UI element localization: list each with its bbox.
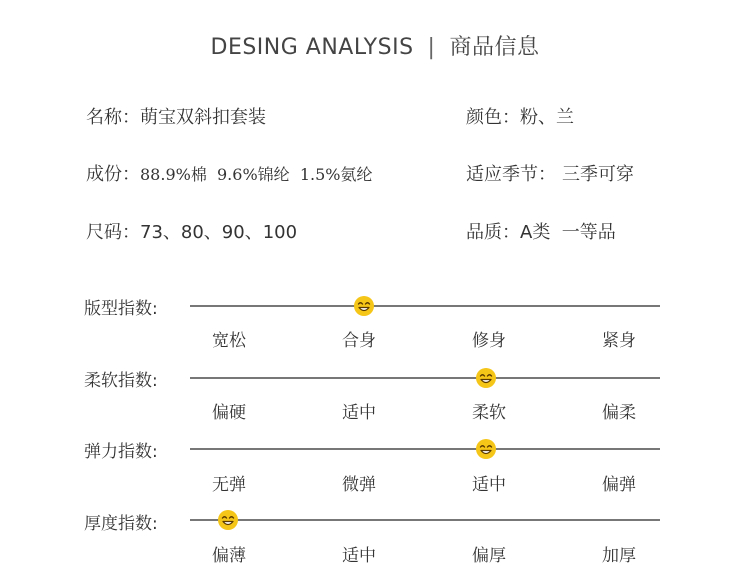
info-color-label: 颜色： xyxy=(466,107,520,128)
title-separator: | xyxy=(427,35,436,60)
index-option: 偏厚 xyxy=(472,546,506,566)
info-quality-value: A类 一等品 xyxy=(520,222,616,243)
title-english: DESING ANALYSIS xyxy=(210,35,414,60)
index-label-softness: 柔软指数: xyxy=(84,371,158,391)
index-option: 微弹 xyxy=(342,475,376,495)
index-label-elasticity: 弹力指数: xyxy=(84,442,158,462)
smiley-face-icon xyxy=(475,438,497,460)
info-quality xyxy=(466,218,616,244)
smiley-face-icon xyxy=(353,295,375,317)
index-option: 柔软 xyxy=(472,403,506,423)
index-option: 偏柔 xyxy=(602,403,636,423)
info-season-label: 适应季节： xyxy=(466,164,556,185)
index-option: 偏薄 xyxy=(212,546,246,566)
index-track-elasticity xyxy=(190,448,660,450)
info-material xyxy=(86,160,372,186)
index-label-fit: 版型指数: xyxy=(84,299,158,319)
info-color-value: 粉、兰 xyxy=(520,107,574,128)
smiley-face-icon xyxy=(475,367,497,389)
index-track-fit xyxy=(190,305,660,307)
index-option: 适中 xyxy=(472,475,506,495)
index-option: 修身 xyxy=(472,331,506,351)
index-option: 适中 xyxy=(342,403,376,423)
index-track-softness xyxy=(190,377,660,379)
index-option: 适中 xyxy=(342,546,376,566)
info-color xyxy=(466,103,574,129)
info-name xyxy=(86,103,266,129)
index-option: 偏弹 xyxy=(602,475,636,495)
info-size xyxy=(86,218,297,244)
index-option: 宽松 xyxy=(212,331,246,351)
info-season-value: 三季可穿 xyxy=(562,164,634,185)
info-name-label: 名称： xyxy=(86,107,140,128)
info-size-value: 73、80、90、100 xyxy=(140,222,298,243)
info-name-value: 萌宝双斜扣套装 xyxy=(140,107,266,128)
index-option: 无弹 xyxy=(212,475,246,495)
smiley-face-icon xyxy=(217,509,239,531)
info-material-value: 88.9%棉 9.6%锦纶 1.5%氨纶 xyxy=(140,165,373,184)
index-option: 加厚 xyxy=(602,546,636,566)
index-label-thickness: 厚度指数: xyxy=(84,514,158,534)
info-quality-label: 品质： xyxy=(466,222,520,243)
info-material-label: 成份： xyxy=(86,164,140,185)
page-title xyxy=(0,30,750,61)
title-chinese: 商品信息 xyxy=(449,35,540,60)
info-season xyxy=(466,160,634,186)
index-track-thickness xyxy=(190,519,660,521)
index-option: 合身 xyxy=(342,331,376,351)
index-option: 紧身 xyxy=(602,331,636,351)
index-option: 偏硬 xyxy=(212,403,246,423)
info-size-label: 尺码： xyxy=(86,222,140,243)
